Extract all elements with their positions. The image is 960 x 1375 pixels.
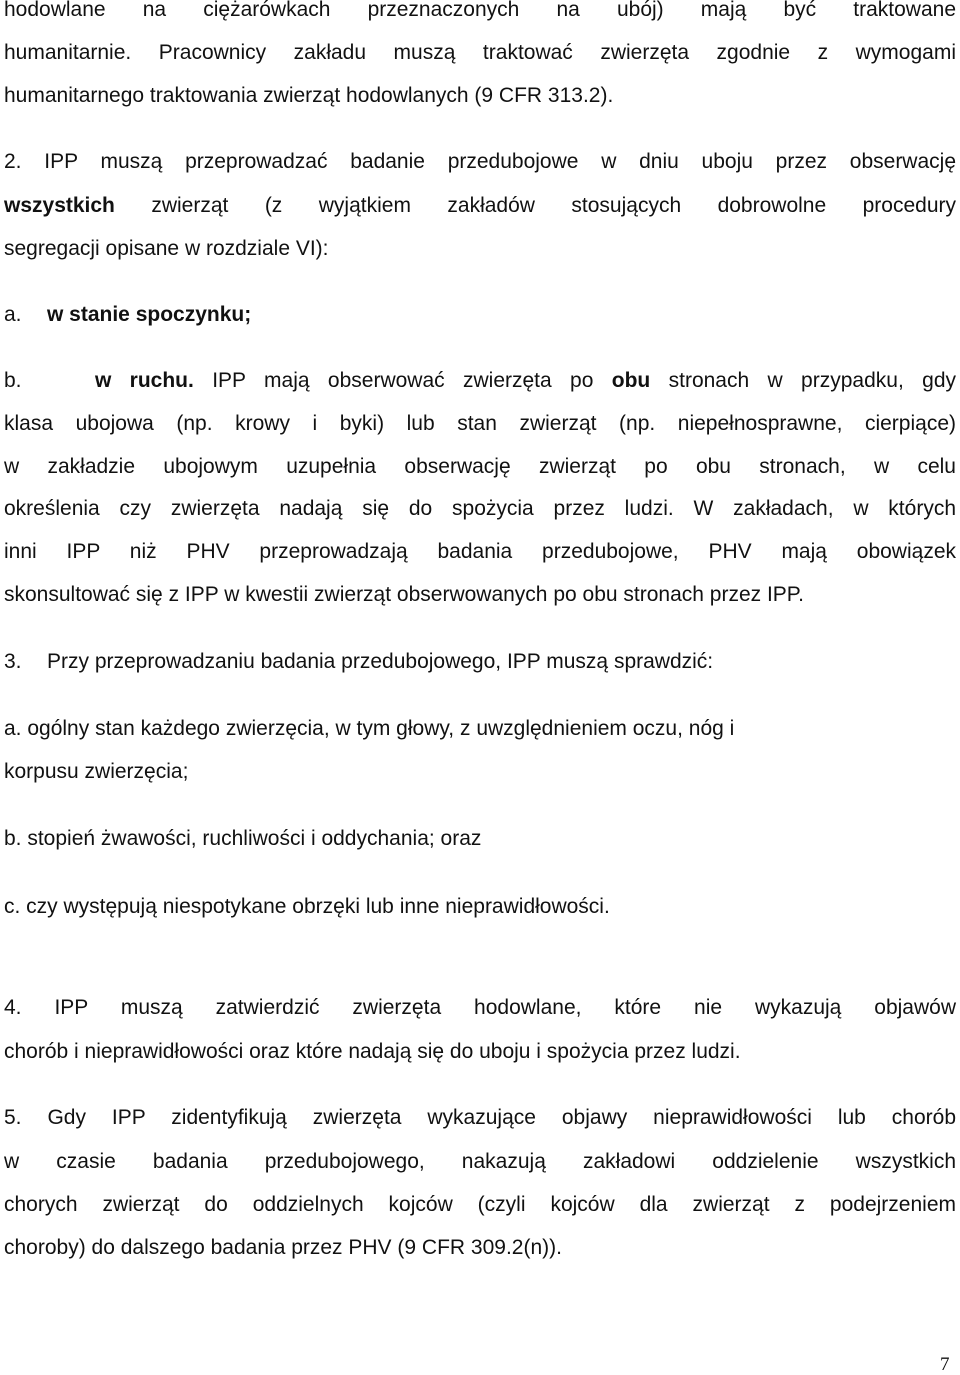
item-3a-line: korpusu zwierzęcia; <box>4 760 189 783</box>
item-2b-line: w zakładzie ubojowym uzupełnia obserwację zwierząt po obu stronach, w celu <box>4 455 956 478</box>
item-5-line: chorych zwierząt do oddzielnych kojców (czyli kojców dla zwierząt z podejrzeniem <box>4 1193 956 1216</box>
item-3-text: Przy przeprowadzaniu badania przedubojowego, IPP muszą sprawdzić: <box>47 650 714 673</box>
page-number: 7 <box>940 1354 950 1375</box>
item-2b-line: klasa ubojowa (np. krowy i byki) lub stan zwierząt (np. niepełnosprawne, cierpiące) <box>4 412 956 435</box>
item-2b-line: b. w ruchu. IPP mają obserwować zwierzęta po obu stronach w przypadku, gdy <box>4 369 956 392</box>
item-3c: c. czy występują niespotykane obrzęki lub inne nieprawidłowości. <box>4 895 610 918</box>
item-4-line: chorób i nieprawidłowości oraz które nadają się do uboju i spożycia przez ludzi. <box>4 1040 741 1063</box>
emphasis-text: wszystkich <box>4 194 115 217</box>
paragraph-line: humanitarnego traktowania zwierząt hodowlanych (9 CFR 313.2). <box>4 84 614 107</box>
item-3a-line: a. ogólny stan każdego zwierzęcia, w tym głowy, z uwzględnieniem oczu, nóg i <box>4 717 735 740</box>
item-2b-line: skonsultować się z IPP w kwestii zwierząt obserwowanych po obu stronach przez IPP. <box>4 583 804 606</box>
item-2b-line: określenia czy zwierzęta nadają się do spożycia przez ludzi. W zakładach, w których <box>4 497 956 520</box>
item-2-line: 2. IPP muszą przeprowadzać badanie przedubojowe w dniu uboju przez obserwację <box>4 150 956 173</box>
item-3b: b. stopień żwawości, ruchliwości i oddychania; oraz <box>4 827 482 850</box>
item-5-line: w czasie badania przedubojowego, nakazują zakładowi oddzielenie wszystkich <box>4 1150 956 1173</box>
emphasis-text: w ruchu. <box>94 369 194 392</box>
list-marker: 3. <box>4 650 22 673</box>
paragraph-line: humanitarnie. Pracownicy zakładu muszą traktować zwierzęta zgodnie z wymogami <box>4 41 956 64</box>
item-2a <box>4 303 956 327</box>
item-2a-text: w stanie spoczynku; <box>47 303 252 326</box>
item-5-line: choroby) do dalszego badania przez PHV (9 CFR 309.2(n)). <box>4 1236 562 1259</box>
item-2b-line: inni IPP niż PHV przeprowadzają badania przedubojowe, PHV mają obowiązek <box>4 540 956 563</box>
emphasis-text: obu <box>611 369 651 392</box>
list-marker: a. <box>4 303 22 326</box>
paragraph-line: hodowlane na ciężarówkach przeznaczonych na ubój) mają być traktowane <box>4 0 956 21</box>
item-3 <box>4 650 956 674</box>
item-2-line: wszystkich zwierząt (z wyjątkiem zakładów stosujących dobrowolne procedury <box>4 194 956 217</box>
item-4-line: 4. IPP muszą zatwierdzić zwierzęta hodowlane, które nie wykazują objawów <box>4 996 956 1019</box>
item-5-line: 5. Gdy IPP zidentyfikują zwierzęta wykazujące objawy nieprawidłowości lub chorób <box>4 1106 956 1129</box>
item-2-line: segregacji opisane w rozdziale VI): <box>4 237 329 260</box>
list-marker: b. <box>4 369 22 392</box>
